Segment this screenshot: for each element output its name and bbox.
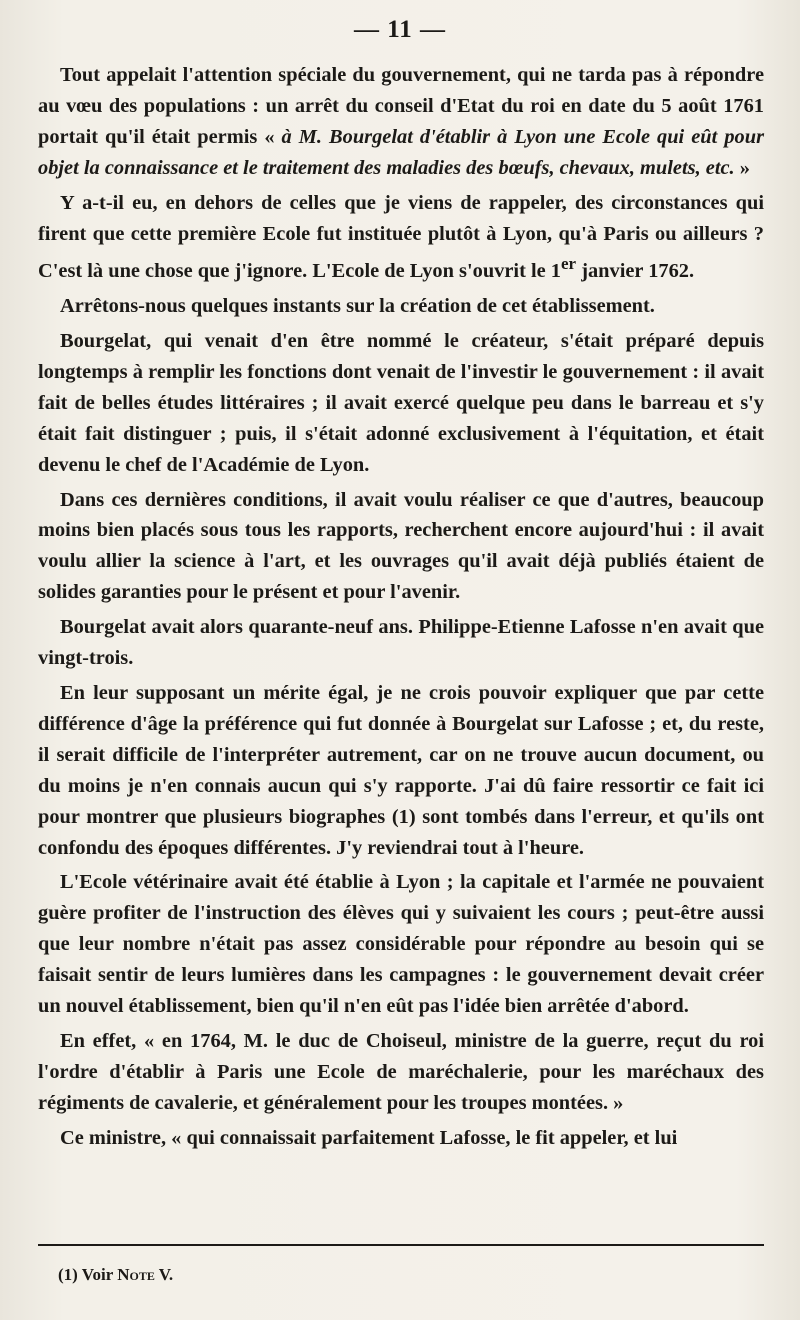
footnote-note-number: V.	[154, 1265, 174, 1284]
paragraph	[38, 60, 764, 184]
page-number: — 11 —	[353, 16, 447, 43]
paragraph	[38, 188, 764, 288]
closing-quote: »	[734, 156, 750, 179]
paragraph: En effet, « en 1764, M. le duc de Choiseul, ministre de la guerre, reçut du roi l'ordre d'établir à Paris une Ecole de maréchalerie, pour les maréchaux des régiments de cavalerie, et généralement pour les troupes montées. »	[38, 1029, 764, 1114]
footnote-divider	[38, 1244, 764, 1246]
ordinal-superscript: er	[561, 254, 577, 274]
paragraph: Ce ministre, « qui connaissait parfaitement Lafosse, le fit appeler, et lui	[60, 1126, 678, 1149]
body-text	[38, 60, 764, 1154]
paragraph-text-end: janvier 1762.	[576, 260, 695, 283]
footnote-marker: (1) Voir	[58, 1265, 118, 1284]
paragraph: Arrêtons-nous quelques instants sur la création de cet établissement.	[60, 295, 655, 318]
paragraph-text: Tout appelait l'attention spéciale du gouvernement, qui ne tarda pas à répondre au vœu des populations : un arrêt du conseil d'Etat du roi en date du 5 août 1761 portait qu'il était permis «	[38, 64, 764, 148]
paragraph-text: Y a-t-il eu, en dehors de celles que je viens de rappeler, des circonstances qui firent que cette première Ecole fut instituée plutôt à Lyon, qu'à Paris ou ailleurs ? C'est là une chose que j'ignore. L'Ecole de Lyon s'ouvrit le 1	[38, 191, 764, 283]
quoted-decree: à M. Bourgelat d'établir à Lyon une Ecole qui eût pour objet la connaissance et le traitement des maladies des bœufs, chevaux, mulets, etc.	[38, 125, 764, 179]
paragraph: Bourgelat, qui venait d'en être nommé le créateur, s'était préparé depuis longtemps à remplir les fonctions dont venait de l'investir le gouvernement : il avait fait de belles études littéraires ; il avait exercé quelque peu dans le barreau et s'y était fait distinguer ; puis, il s'était adonné exclusivement à l'équitation, et était devenu le chef de l'Académie de Lyon.	[38, 330, 764, 476]
paragraph: L'Ecole vétérinaire avait été établie à Lyon ; la capitale et l'armée ne pouvaient guère profiter de l'instruction des élèves qui y suivaient les cours ; peut-être aussi que leur nombre n'était pas assez considérable pour répondre au besoin qui se faisait sentir de leurs lumières dans les campagnes : le gouvernement devait créer un nouvel établissement, bien qu'il n'en eût pas l'idée bien arrêtée d'abord.	[38, 871, 764, 1018]
footnote-note-label: Note	[117, 1265, 155, 1284]
paragraph: Bourgelat avait alors quarante-neuf ans. Philippe-Etienne Lafosse n'en avait que vingt-trois.	[38, 616, 764, 670]
paragraph: En leur supposant un mérite égal, je ne crois pouvoir expliquer que par cette différence d'âge la préférence qui fut donnée à Bourgelat sur Lafosse ; et, du reste, il serait difficile de l'interpréter autrement, car on ne trouve aucun document, ou du moins je n'en connais aucun qui s'y rapporte. J'ai dû faire ressortir ce fait ici pour montrer que plusieurs biographes (1) sont tombés dans l'erreur, et qu'ils ont confondu des époques différentes. J'y reviendrai tout à l'heure.	[38, 682, 764, 859]
footnote	[58, 1265, 173, 1285]
paragraph: Dans ces dernières conditions, il avait voulu réaliser ce que d'autres, beaucoup moins bien placés sous tous les rapports, recherchent encore aujourd'hui : il avait voulu allier la science à l'art, et les ouvrages qu'il avait déjà publiés étaient de solides garanties pour le présent et pour l'avenir.	[38, 488, 764, 604]
